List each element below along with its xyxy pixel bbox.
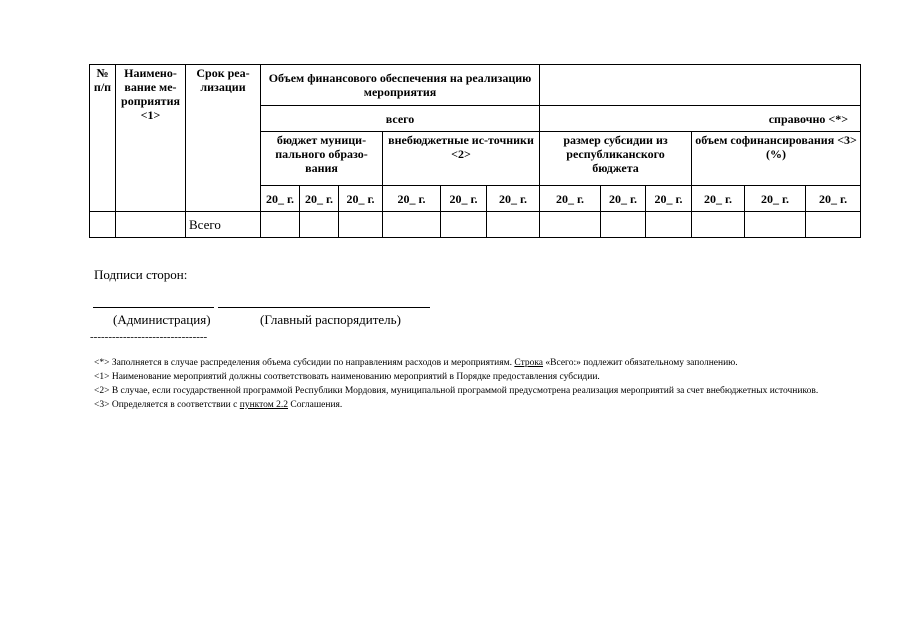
footnote-text: <*> Заполняется в случае распределения объема субсидии по направлениям расходов и мероприятиям. [94, 358, 515, 368]
year-cell: 20_ г. [692, 186, 745, 212]
financing-table [89, 64, 861, 238]
year-cell: 20_ г. [487, 186, 540, 212]
footnote-3 [94, 398, 864, 412]
table-cell [806, 212, 861, 238]
table-cell [383, 212, 441, 238]
header-number: № п/п [90, 65, 116, 212]
total-row-label: Всего [186, 212, 261, 238]
header-empty-top [540, 65, 861, 106]
admin-label: (Администрация) [113, 312, 211, 327]
table-cell [487, 212, 540, 238]
header-municipal-budget: бюджет муници-пального образо-вания [261, 132, 383, 186]
total-row [90, 212, 861, 238]
header-extrabudgetary: внебюджетные ис-точники <2> [383, 132, 540, 186]
footnote-2: <2> В случае, если государственной программой Республики Мордовия, муниципальной программой предусмотрена реализация мероприятий за счет внебюджетных источников. [94, 386, 819, 396]
link-point-2-2[interactable]: пунктом 2.2 [239, 400, 289, 410]
footnote-1: <1> Наименование мероприятий должны соответствовать наименованию мероприятий в Порядке предоставления субсидии. [94, 372, 600, 382]
footnote-text: Соглашения. [288, 400, 343, 410]
manager-label: (Главный распорядитель) [260, 312, 401, 327]
signatures-title: Подписи сторон: [94, 267, 188, 282]
header-cofinancing: объем софинансирования <3> (%) [692, 132, 861, 186]
separator-line: -------------------------------- [90, 331, 208, 343]
footnotes [94, 356, 864, 412]
table-cell [300, 212, 339, 238]
table-cell [261, 212, 300, 238]
link-string[interactable]: Строка [514, 358, 544, 368]
table-cell [745, 212, 806, 238]
year-cell: 20_ г. [601, 186, 646, 212]
header-activity-name: Наимено-вание ме-роприятия <1> [116, 65, 186, 212]
table-cell [601, 212, 646, 238]
admin-signature-line [93, 307, 214, 308]
year-cell: 20_ г. [441, 186, 487, 212]
year-cell: 20_ г. [300, 186, 339, 212]
header-term: Срок реа-лизации [186, 65, 261, 212]
year-cell: 20_ г. [646, 186, 692, 212]
year-cell: 20_ г. [540, 186, 601, 212]
table-cell [90, 212, 116, 238]
manager-signature-line [218, 307, 430, 308]
year-cell: 20_ г. [261, 186, 300, 212]
table-cell [646, 212, 692, 238]
year-cell: 20_ г. [339, 186, 383, 212]
table-cell [692, 212, 745, 238]
header-financing-volume: Объем финансового обеспечения на реализацию мероприятия [261, 65, 540, 106]
year-cell: 20_ г. [806, 186, 861, 212]
header-total: всего [261, 106, 540, 132]
year-cell: 20_ г. [745, 186, 806, 212]
footnote-text: <3> Определяется в соответствии с [94, 400, 240, 410]
footnote-star [94, 356, 864, 370]
table-cell [540, 212, 601, 238]
header-reference: справочно <*> [540, 106, 861, 132]
table-cell [116, 212, 186, 238]
year-cell: 20_ г. [383, 186, 441, 212]
header-subsidy-size: размер субсидии из республиканского бюджета [540, 132, 692, 186]
table-cell [441, 212, 487, 238]
table-cell [339, 212, 383, 238]
footnote-text: «Всего:» подлежит обязательному заполнению. [543, 358, 738, 368]
